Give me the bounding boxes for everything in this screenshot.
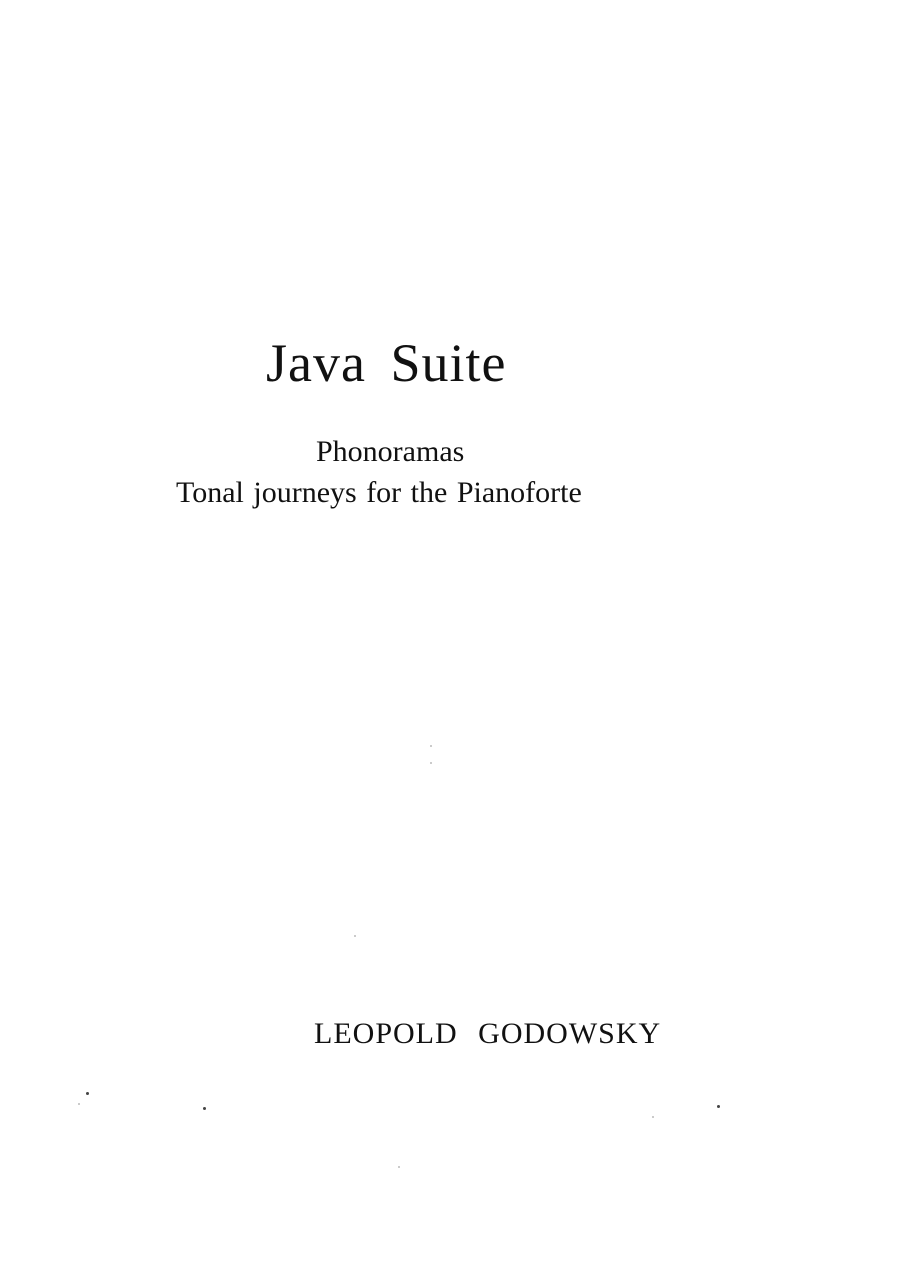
description: Tonal journeys for the Pianoforte: [176, 476, 582, 509]
subtitle: Phonoramas: [316, 435, 465, 468]
scan-speck: [354, 935, 356, 937]
scan-speck: [78, 1103, 80, 1105]
composer-name: LEOPOLD GODOWSKY: [314, 1017, 662, 1050]
scan-speck: [430, 762, 432, 764]
scan-speck: [86, 1092, 89, 1095]
page-title: Java Suite: [266, 333, 507, 393]
scan-speck: [430, 745, 432, 747]
scan-speck: [652, 1116, 654, 1118]
scan-speck: [203, 1107, 206, 1110]
scan-speck: [398, 1166, 400, 1168]
scan-speck: [717, 1105, 720, 1108]
